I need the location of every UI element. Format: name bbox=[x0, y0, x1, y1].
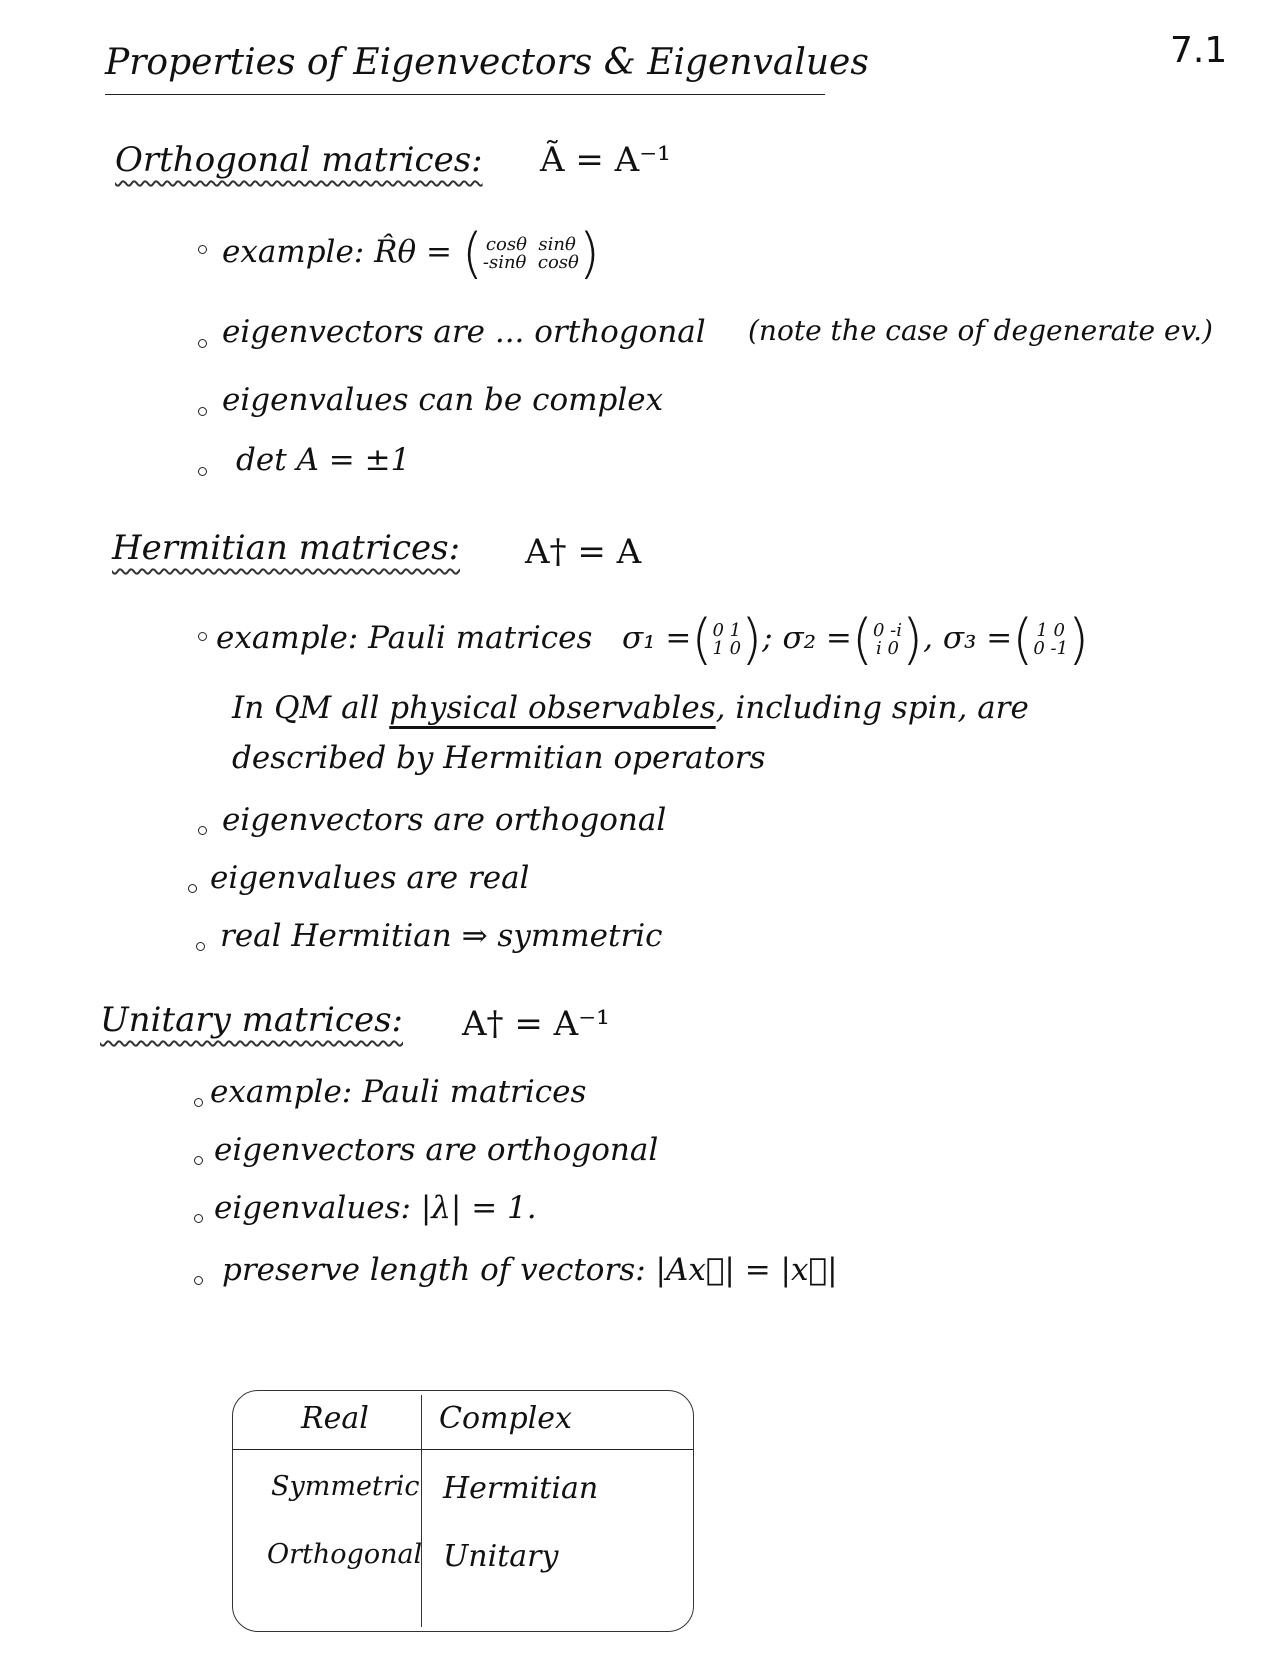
bullet bbox=[194, 1214, 203, 1223]
paren-right: ) bbox=[741, 608, 763, 671]
summary-table bbox=[232, 1390, 694, 1632]
matrix-cell: 1 bbox=[729, 619, 742, 641]
pauli-sigma3 bbox=[942, 608, 1090, 671]
paren-left: ( bbox=[461, 222, 483, 285]
matrix-cell: -i bbox=[890, 619, 903, 641]
paren-left: ( bbox=[691, 608, 713, 671]
bullet bbox=[198, 407, 207, 416]
qm-line-2: described by Hermitian operators bbox=[232, 740, 766, 776]
hermitian-heading: Hermitian matrices: bbox=[112, 528, 461, 568]
matrix-cell: cosθ bbox=[485, 233, 527, 255]
pauli-name: σ₃ = bbox=[942, 620, 1013, 656]
pauli-matrix bbox=[712, 619, 742, 659]
matrix-cell: 0 bbox=[712, 619, 724, 641]
bullet bbox=[198, 467, 207, 476]
matrix-cell: 1 bbox=[1036, 619, 1048, 641]
matrix-cell: sinθ bbox=[538, 233, 576, 255]
pauli-name: σ₁ = bbox=[621, 620, 692, 656]
pauli-matrix bbox=[1033, 619, 1069, 659]
unitary-item-example: example: Pauli matrices bbox=[210, 1074, 587, 1110]
table-cell-orthogonal: Orthogonal bbox=[267, 1539, 423, 1570]
table-cell-symmetric: Symmetric bbox=[271, 1471, 420, 1502]
table-header-real: Real bbox=[301, 1401, 369, 1436]
pauli-sigma1: σ₁ =(0 1 1 0); bbox=[621, 608, 773, 671]
orthogonal-note: (note the case of degenerate ev.) bbox=[748, 314, 1213, 347]
hermitian-item-eigenvalues: eigenvalues are real bbox=[210, 860, 530, 896]
matrix-cell: 0 bbox=[872, 619, 885, 641]
hermitian-item-real: real Hermitian ⇒ symmetric bbox=[220, 918, 663, 954]
orthogonal-example-label: example: R̂θ = bbox=[222, 234, 452, 270]
paren-left: ( bbox=[1012, 608, 1034, 671]
bullet bbox=[188, 884, 197, 893]
paren-right: ) bbox=[902, 608, 924, 671]
table-cell-unitary: Unitary bbox=[443, 1539, 559, 1574]
table-cell-hermitian: Hermitian bbox=[443, 1471, 599, 1506]
paren-right: ) bbox=[1068, 608, 1090, 671]
bullet bbox=[198, 245, 207, 254]
matrix-cell: cosθ bbox=[537, 251, 579, 273]
unitary-definition: A† = A⁻¹ bbox=[462, 1004, 610, 1044]
pauli-sigma2: σ₂ =(0 -i i 0), bbox=[782, 608, 933, 671]
table-divider bbox=[421, 1395, 422, 1627]
orthogonal-heading: Orthogonal matrices: bbox=[115, 140, 483, 180]
bullet bbox=[198, 339, 207, 348]
unitary-item-eigenvalues: eigenvalues: |λ| = 1. bbox=[214, 1190, 537, 1226]
orthogonal-item-det: det A = ±1 bbox=[236, 442, 411, 478]
title-underline bbox=[105, 94, 825, 95]
pauli-matrix bbox=[872, 619, 903, 659]
table-header-complex: Complex bbox=[439, 1401, 572, 1436]
matrix-cell: 0 bbox=[887, 637, 899, 659]
paren-right: ) bbox=[578, 222, 600, 285]
orthogonal-item-eigenvalues: eigenvalues can be complex bbox=[222, 382, 664, 418]
bullet bbox=[196, 942, 205, 951]
unitary-heading: Unitary matrices: bbox=[100, 1000, 403, 1040]
orthogonal-item-eigenvectors: eigenvectors are ... orthogonal bbox=[222, 314, 706, 350]
matrix-cell: 0 bbox=[1053, 619, 1065, 641]
matrix-cell: 1 bbox=[712, 637, 724, 659]
hermitian-example-label: example: Pauli matrices bbox=[216, 620, 593, 656]
bullet bbox=[194, 1156, 203, 1165]
paren-left: ( bbox=[851, 608, 873, 671]
page-title: Properties of Eigenvectors & Eigenvalues bbox=[105, 42, 869, 83]
matrix-cell: 0 bbox=[1033, 637, 1045, 659]
hermitian-item-eigenvectors: eigenvectors are orthogonal bbox=[222, 802, 667, 838]
bullet bbox=[198, 826, 207, 835]
bullet bbox=[194, 1098, 203, 1107]
matrix-cell: -1 bbox=[1050, 637, 1069, 659]
qm-line-1 bbox=[232, 690, 1029, 726]
bullet bbox=[194, 1276, 203, 1285]
matrix-row bbox=[483, 252, 579, 273]
matrix-cell: -sinθ bbox=[482, 251, 527, 273]
qm-text: , including spin, are bbox=[715, 690, 1029, 726]
pauli-name: σ₂ = bbox=[782, 620, 852, 656]
matrix-cell: 0 bbox=[729, 637, 742, 659]
table-header-line bbox=[233, 1449, 693, 1450]
rotation-matrix bbox=[482, 233, 579, 273]
orthogonal-example bbox=[222, 222, 600, 285]
hermitian-example bbox=[216, 608, 1089, 671]
qm-physical-observables: physical observables bbox=[389, 690, 716, 726]
orthogonal-definition: Ã = A⁻¹ bbox=[540, 140, 671, 180]
qm-text: In QM all bbox=[232, 690, 380, 726]
unitary-item-preserve: preserve length of vectors: |Ax⃗| = |x⃗| bbox=[222, 1252, 838, 1288]
unitary-item-eigenvectors: eigenvectors are orthogonal bbox=[214, 1132, 659, 1168]
hermitian-definition: A† = A bbox=[525, 532, 642, 572]
page-number: 7.1 bbox=[1170, 30, 1228, 71]
bullet bbox=[198, 632, 207, 641]
matrix-cell: i bbox=[876, 637, 882, 659]
